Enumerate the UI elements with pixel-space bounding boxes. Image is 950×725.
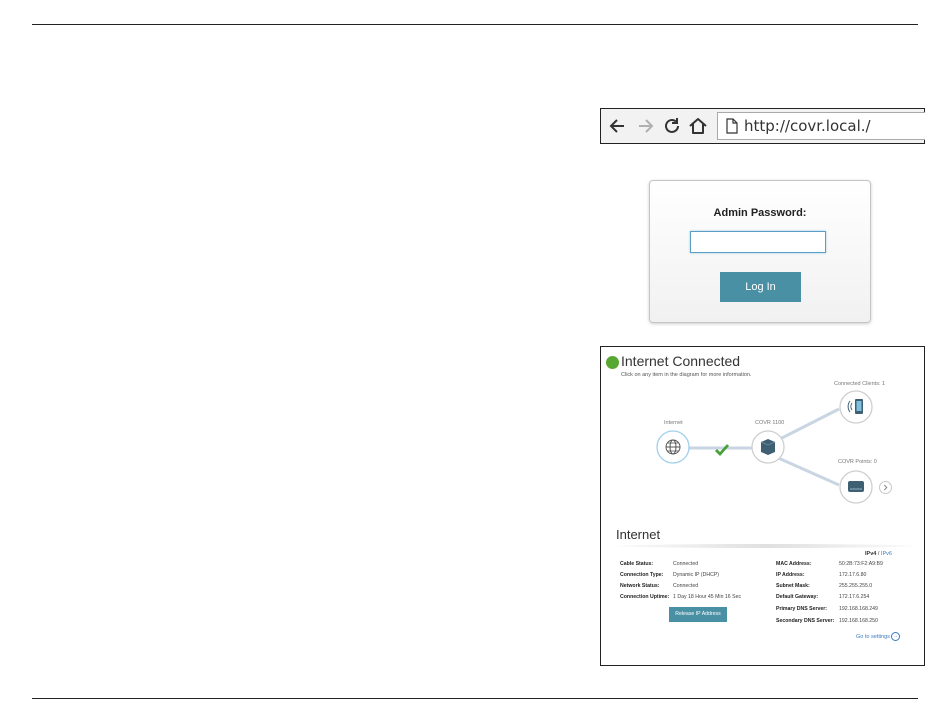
connection-uptime-value: 1 Day 18 Hour 45 Min 16 Sec bbox=[673, 594, 742, 600]
router-node[interactable] bbox=[751, 430, 785, 464]
connection-uptime-label: Connection Uptime: bbox=[620, 594, 670, 600]
mac-address-label: MAC Address: bbox=[776, 561, 812, 567]
default-gateway-value: 172.17.6.254 bbox=[839, 594, 870, 600]
clients-node-label: Connected Clients: 1 bbox=[834, 381, 886, 387]
status-title: Internet Connected bbox=[621, 353, 741, 369]
page-icon bbox=[726, 118, 738, 134]
admin-password-label: Admin Password: bbox=[713, 207, 807, 219]
connection-type-label: Connection Type: bbox=[620, 572, 664, 578]
login-button[interactable]: Log In bbox=[720, 272, 801, 302]
router-node-label: COVR 1100 bbox=[755, 420, 785, 426]
mobile-device-icon bbox=[839, 390, 873, 424]
admin-password-input[interactable] bbox=[690, 231, 826, 253]
next-chevron-icon[interactable] bbox=[879, 481, 892, 494]
ip-version-toggle bbox=[865, 551, 892, 557]
url-text: http://covr.local./ bbox=[744, 117, 871, 135]
subnet-mask-value: 255.255.255.0 bbox=[839, 583, 873, 589]
ip-toggle-separator: / bbox=[877, 551, 880, 557]
login-card bbox=[649, 180, 871, 323]
section-divider bbox=[616, 544, 916, 548]
cable-status-value: Connected bbox=[673, 561, 699, 567]
reload-icon[interactable] bbox=[661, 115, 683, 137]
covr-point-icon bbox=[839, 470, 873, 504]
secondary-dns-label: Secondary DNS Server: bbox=[776, 618, 835, 624]
arrow-right-icon: → bbox=[892, 633, 898, 639]
default-gateway-label: Default Gateway: bbox=[776, 594, 819, 600]
browser-toolbar bbox=[600, 108, 925, 144]
secondary-dns-value: 192.168.168.250 bbox=[839, 618, 878, 624]
release-ip-button[interactable]: Release IP Address bbox=[669, 607, 727, 622]
subnet-mask-label: Subnet Mask: bbox=[776, 583, 810, 589]
home-icon[interactable] bbox=[687, 115, 709, 137]
ip-address-label: IP Address: bbox=[776, 572, 805, 578]
ipv4-tab[interactable]: IPv4 bbox=[865, 551, 877, 557]
go-to-settings-label: Go to settings bbox=[856, 633, 890, 640]
cable-status-label: Cable Status: bbox=[620, 561, 654, 567]
mac-address-value: 50:2B:73:F2:A9:B9 bbox=[839, 561, 883, 567]
back-arrow-icon[interactable] bbox=[607, 115, 629, 137]
ip-address-value: 172.17.6.80 bbox=[839, 572, 867, 578]
internet-status-panel bbox=[600, 346, 925, 666]
internet-node[interactable] bbox=[656, 430, 690, 464]
status-hint: Click on any item in the diagram for more information. bbox=[621, 372, 752, 378]
primary-dns-label: Primary DNS Server: bbox=[776, 606, 828, 612]
bottom-rule bbox=[32, 698, 918, 699]
internet-node-label: Internet bbox=[664, 420, 683, 426]
go-to-settings-link[interactable] bbox=[856, 632, 900, 641]
covr-points-node[interactable] bbox=[839, 470, 873, 504]
globe-icon bbox=[656, 430, 690, 464]
connected-clients-node[interactable] bbox=[839, 390, 873, 424]
network-status-value: Connected bbox=[673, 583, 699, 589]
internet-section-title: Internet bbox=[616, 527, 661, 542]
top-rule bbox=[32, 24, 918, 25]
ipv6-tab[interactable]: IPv6 bbox=[880, 551, 892, 557]
forward-arrow-icon[interactable] bbox=[634, 115, 656, 137]
connection-type-value: Dynamic IP (DHCP) bbox=[673, 572, 720, 578]
covr-points-label: COVR Points: 0 bbox=[838, 459, 877, 465]
primary-dns-value: 192.168.168.249 bbox=[839, 606, 878, 612]
address-bar[interactable] bbox=[717, 112, 925, 140]
network-status-label: Network Status: bbox=[620, 583, 660, 589]
router-icon bbox=[751, 430, 785, 464]
